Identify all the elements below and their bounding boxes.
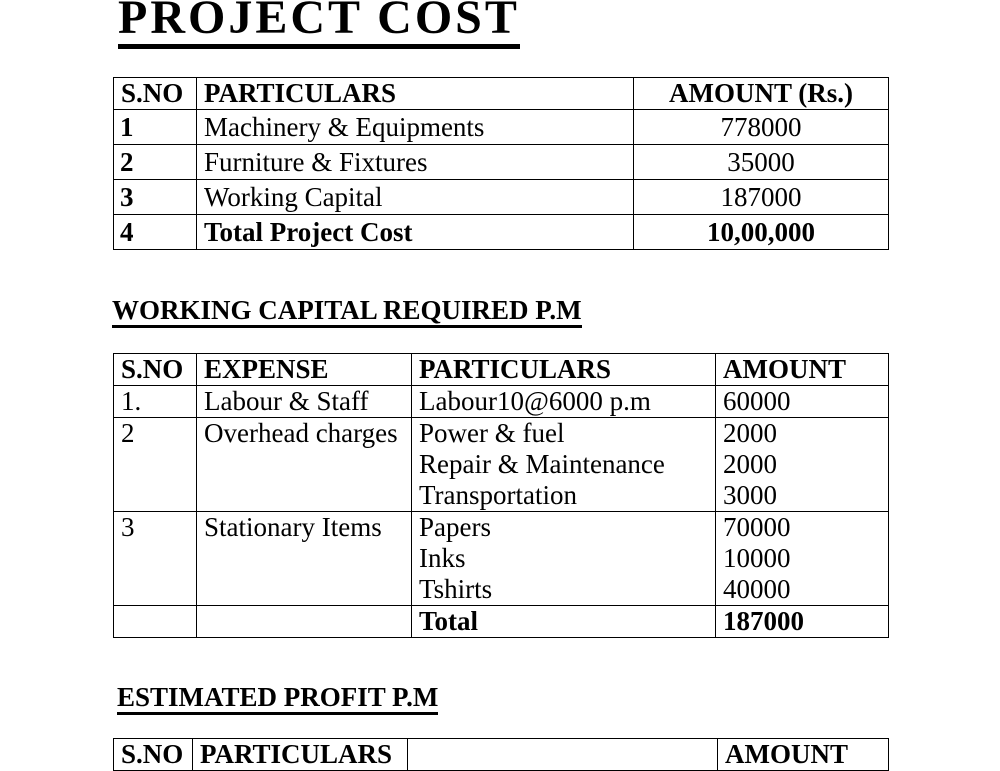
cell-line: 60000	[723, 386, 791, 416]
cell-line: Total	[419, 606, 479, 636]
amount-cell: 187000	[634, 180, 889, 215]
cell-line: Labour10@6000 p.m	[419, 386, 651, 416]
table-header-row	[114, 739, 889, 771]
cell-line: 10000	[723, 543, 791, 573]
header-particulars: PARTICULARS	[197, 78, 634, 110]
expense-cell	[197, 606, 412, 638]
header-sno: S.NO	[114, 78, 197, 110]
table-row-total	[114, 215, 889, 250]
project-cost-table	[113, 77, 889, 250]
amount-cell	[716, 606, 889, 638]
cell-line: 2000	[723, 418, 777, 448]
cell-line: Transportation	[419, 480, 578, 510]
particulars-cell: Furniture & Fixtures	[197, 145, 634, 180]
cell-line: 40000	[723, 574, 791, 604]
cell-line: Power & fuel	[419, 418, 565, 448]
table-row-total	[114, 606, 889, 638]
amount-cell: 10,00,000	[634, 215, 889, 250]
working-capital-heading: WORKING CAPITAL REQUIRED P.M	[112, 297, 582, 328]
particulars-cell: Working Capital	[197, 180, 634, 215]
sno-cell: 1	[114, 110, 197, 145]
header-sno: S.NO	[114, 354, 197, 386]
header-blank	[408, 739, 718, 771]
table-row	[114, 418, 889, 512]
header-particulars: PARTICULARS	[193, 739, 408, 771]
expense-cell: Stationary Items	[197, 512, 412, 606]
sno-cell: 4	[114, 215, 197, 250]
header-amount: AMOUNT (Rs.)	[634, 78, 889, 110]
table-header-row	[114, 354, 889, 386]
header-amount: AMOUNT	[718, 739, 889, 771]
particulars-cell	[412, 386, 716, 418]
expense-cell: Labour & Staff	[197, 386, 412, 418]
particulars-cell	[412, 606, 716, 638]
amount-cell	[716, 512, 889, 606]
sno-cell	[114, 606, 197, 638]
sno-cell: 2	[114, 418, 197, 512]
cell-line: 2000	[723, 449, 777, 479]
cell-line: Tshirts	[419, 574, 493, 604]
amount-cell: 35000	[634, 145, 889, 180]
table-row	[114, 145, 889, 180]
cell-line: 3000	[723, 480, 777, 510]
cell-line: Repair & Maintenance	[419, 449, 665, 479]
table-header-row	[114, 78, 889, 110]
amount-cell	[716, 418, 889, 512]
working-capital-table	[113, 353, 889, 638]
table-row	[114, 110, 889, 145]
cell-line: Papers	[419, 512, 491, 542]
particulars-cell	[412, 512, 716, 606]
sno-cell: 2	[114, 145, 197, 180]
table-row	[114, 386, 889, 418]
expense-cell: Overhead charges	[197, 418, 412, 512]
cell-line: Inks	[419, 543, 466, 573]
sno-cell: 3	[114, 512, 197, 606]
header-amount: AMOUNT	[716, 354, 889, 386]
page-title: PROJECT COST	[118, 0, 520, 49]
estimated-profit-table	[113, 738, 889, 771]
amount-cell: 778000	[634, 110, 889, 145]
amount-cell	[716, 386, 889, 418]
particulars-cell: Total Project Cost	[197, 215, 634, 250]
table-row	[114, 180, 889, 215]
sno-cell: 1.	[114, 386, 197, 418]
sno-cell: 3	[114, 180, 197, 215]
header-expense: EXPENSE	[197, 354, 412, 386]
cell-line: 187000	[723, 606, 804, 636]
particulars-cell: Machinery & Equipments	[197, 110, 634, 145]
estimated-profit-heading: ESTIMATED PROFIT P.M	[117, 684, 438, 715]
cell-line: 70000	[723, 512, 791, 542]
header-sno: S.NO	[114, 739, 193, 771]
header-particulars: PARTICULARS	[412, 354, 716, 386]
particulars-cell	[412, 418, 716, 512]
table-row	[114, 512, 889, 606]
